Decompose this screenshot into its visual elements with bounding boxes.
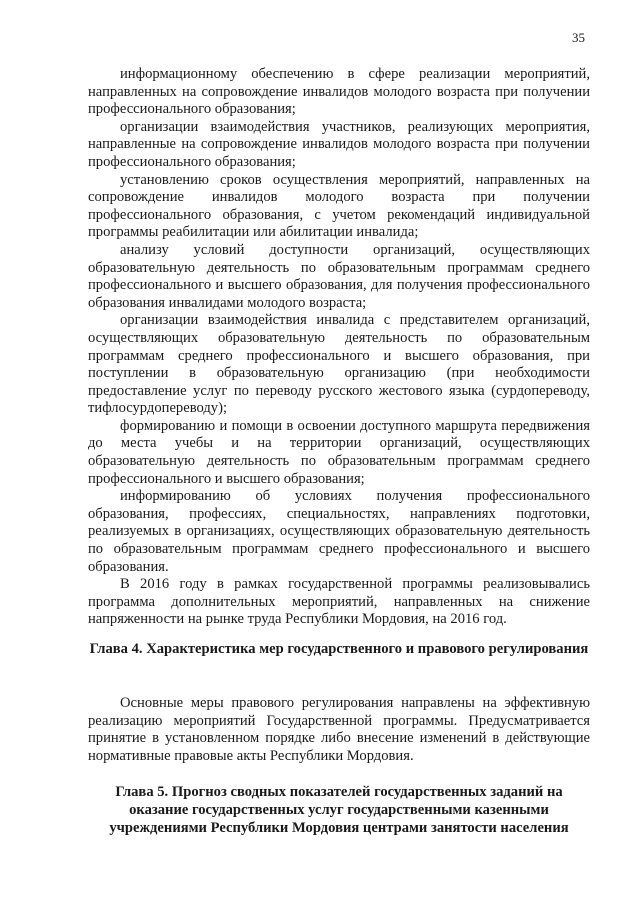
paragraph: информированию об условиях получения профессионального образования, профессиях, специальностях, направлениях подготовки, реализуемых в организациях, осуществляющих образовательную деятельность по образовательным программам среднего профессионального и высшего образования. (88, 488, 590, 575)
paragraph: Основные меры правового регулирования направлены на эффективную реализацию мероприятий Государственной программы. Предусматривается принятие в установленном порядке либо внесение изменений в действующие нормативные правовые акты Республики Мордовия. (88, 695, 590, 764)
paragraph: информационному обеспечению в сфере реализации мероприятий, направленных на сопровождение инвалидов молодого возраста при получении профессионального образования; (88, 66, 590, 118)
chapter-4-body (88, 695, 590, 765)
paragraph: анализу условий доступности организаций, осуществляющих образовательную деятельность по образовательным программам среднего профессионального и высшего образования, для получения профессионального образования инвалидами молодого возраста; (88, 241, 590, 311)
paragraph: организации взаимодействия участников, реализующих мероприятия, направленные на сопровождение инвалидов молодого возраста при получении профессионального образования; (88, 118, 590, 170)
body-text (88, 66, 590, 629)
chapter-5-heading: Глава 5. Прогноз сводных показателей государственных заданий на оказание государственных услуг государственными казенными учреждениями Республики Мордовия центрами занятости населения (109, 784, 569, 836)
chapter-4-heading: Глава 4. Характеристика мер государственного и правового регулирования (89, 641, 589, 657)
paragraph: организации взаимодействия инвалида с представителем организаций, осуществляющих образовательную деятельность по образовательным программам среднего профессионального и высшего образования, при поступлении в образовательную организацию (при необходимости предоставление услуг по переводу русского жестового языка (сурдопереводу, тифлосурдопереводу); (88, 312, 590, 417)
paragraph: В 2016 году в рамках государственной программы реализовывались программа дополнительных мероприятий, направленных на снижение напряженности на рынке труда Республики Мордовия, на 2016 год. (88, 576, 590, 628)
paragraph: формированию и помощи в освоении доступного маршрута передвижения до места учебы и на территории организаций, осуществляющих образовательную деятельность по образовательным программам среднего профессионального и высшего образования; (88, 417, 590, 487)
page-number: 35 (572, 30, 585, 45)
paragraph: установлению сроков осуществления мероприятий, направленных на сопровождение инвалидов молодого возраста при получении профессионального образования, с учетом рекомендаций индивидуальной программы реабилитации или абилитации инвалида; (88, 171, 590, 241)
